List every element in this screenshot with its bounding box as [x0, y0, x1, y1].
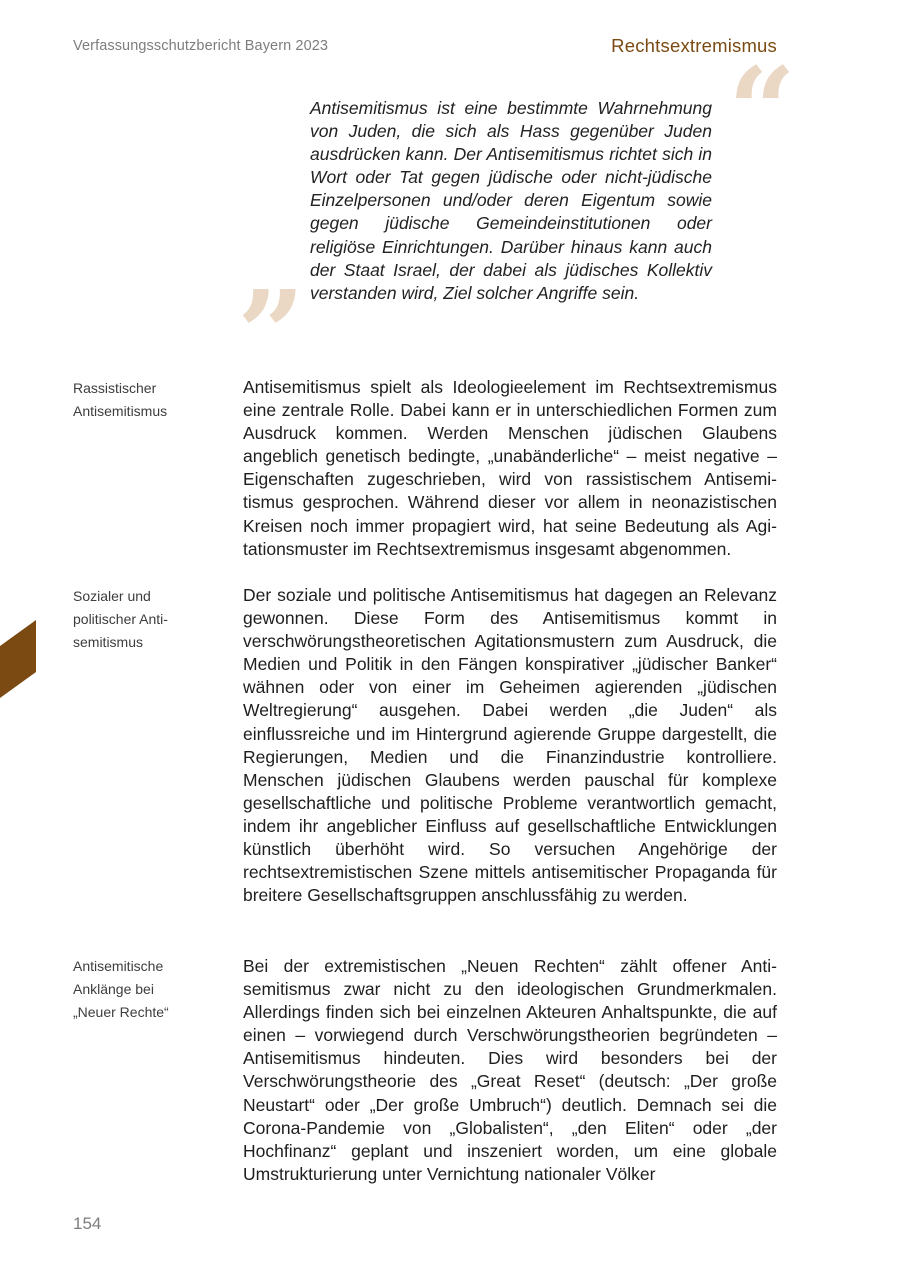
running-header-title: Verfassungsschutzbericht Bayern 2023	[73, 38, 329, 54]
margin-label-neue-rechte: Antisemitische Anklänge bei „Neuer Rechte“	[73, 958, 169, 1020]
paragraph-sozialer-politischer-antisemitismus: Der soziale und politische Antisemitismus hat dagegen an Relevanz gewonnen. Diese Form des Antisemitismus kommt in verschwörungstheoretischen Agitationsmustern zum Ausdruck, die Medien und Politik in den Fängen konspirativer „jüdischer Banker“ wähnen oder von einer im Geheimen agierenden „jüdischen Weltregierung“ ausgehen. Dabei werden „die Juden“ als einflussreiche und im Hintergrund agierende Gruppe dargestellt, die Regierungen, Medien und die Finanzindustrie kontrolliere. Menschen jüdischen Glaubens werden pauschal für komplexe gesellschaftliche und politische Probleme verantwortlich gemacht, indem ihr angeblicher Einfluss auf gesellschaftliche Entwicklungen künstlich überhöht wird. So versuchen Angehörige der rechtsextremistischen Szene mittels antisemitischer Propaganda für breitere Gesellschaftsgruppen anschlussfähig zu werden.	[243, 585, 777, 906]
paragraph-neue-rechte: Bei der extremistischen „Neuen Rechten“ zählt offener Antisemitismus zwar nicht zu den ideologischen Grundmerkmalen. Allerdings finden sich bei einzelnen Akteuren Anhaltspunkte, die auf einen – vorwiegend durch Verschwörungstheorien begründeten – Antisemitismus hindeuten. Dies wird besonders bei der Verschwörungstheorie des „Great Reset“ (deutsch: „Der große Neustart“ oder „Der große Umbruch“) deutlich. Demnach sei die Corona-Pandemie von „Globalisten“, „den Eliten“ oder „der Hochfinanz“ geplant und inszeniert worden, um eine globale Umstrukturierung unter Vernichtung nationaler Völker	[243, 956, 777, 1184]
closing-quote-mark-icon: ”	[237, 264, 305, 403]
opening-quote-mark-icon: “	[728, 41, 796, 180]
page-number: 154	[73, 1214, 102, 1233]
paragraph-rassistischer-antisemitismus: Antisemitismus spielt als Ideologieelement im Rechtsextremismus eine zentrale Rolle. Dabei kann er in unterschiedlichen Formen zum Ausdruck kommen. Werden Menschen jüdischen Glaubens angeblich genetisch bedingte, „unabänderliche“ – meist negative – Eigenschaften zugeschrieben, wird von rassistischem Antisemitismus gesprochen. Während dieser vor allem in neonazistischen Kreisen noch immer propagiert wird, hat seine Bedeutung als Agitationsmuster im Rechtsextremismus insgesamt abgenommen.	[243, 377, 777, 559]
definition-quote: Antisemitismus ist eine bestimmte Wahrnehmung von Juden, die sich als Hass gegenüber Juden ausdrücken kann. Der Antisemitismus richtet sich in Wort oder Tat gegen jüdische oder nicht-jüdische Einzelpersonen und/oder deren Eigentum sowie gegen jüdische Gemeindeinstitutionen oder religiöse Einrichtungen. Darüber hinaus kann auch der Staat Israel, der dabei als jüdisches Kollektiv verstanden wird, Ziel solcher Angriffe sein.	[310, 98, 712, 303]
chapter-title: Rechtsextremismus	[611, 35, 777, 56]
margin-label-sozialer-politischer-antisemitismus: Sozialer und politischer Antisemitismus	[73, 588, 168, 650]
margin-label-rassistischer-antisemitismus: Rassistischer Antisemitismus	[73, 380, 168, 419]
chapter-side-tab	[0, 620, 36, 698]
